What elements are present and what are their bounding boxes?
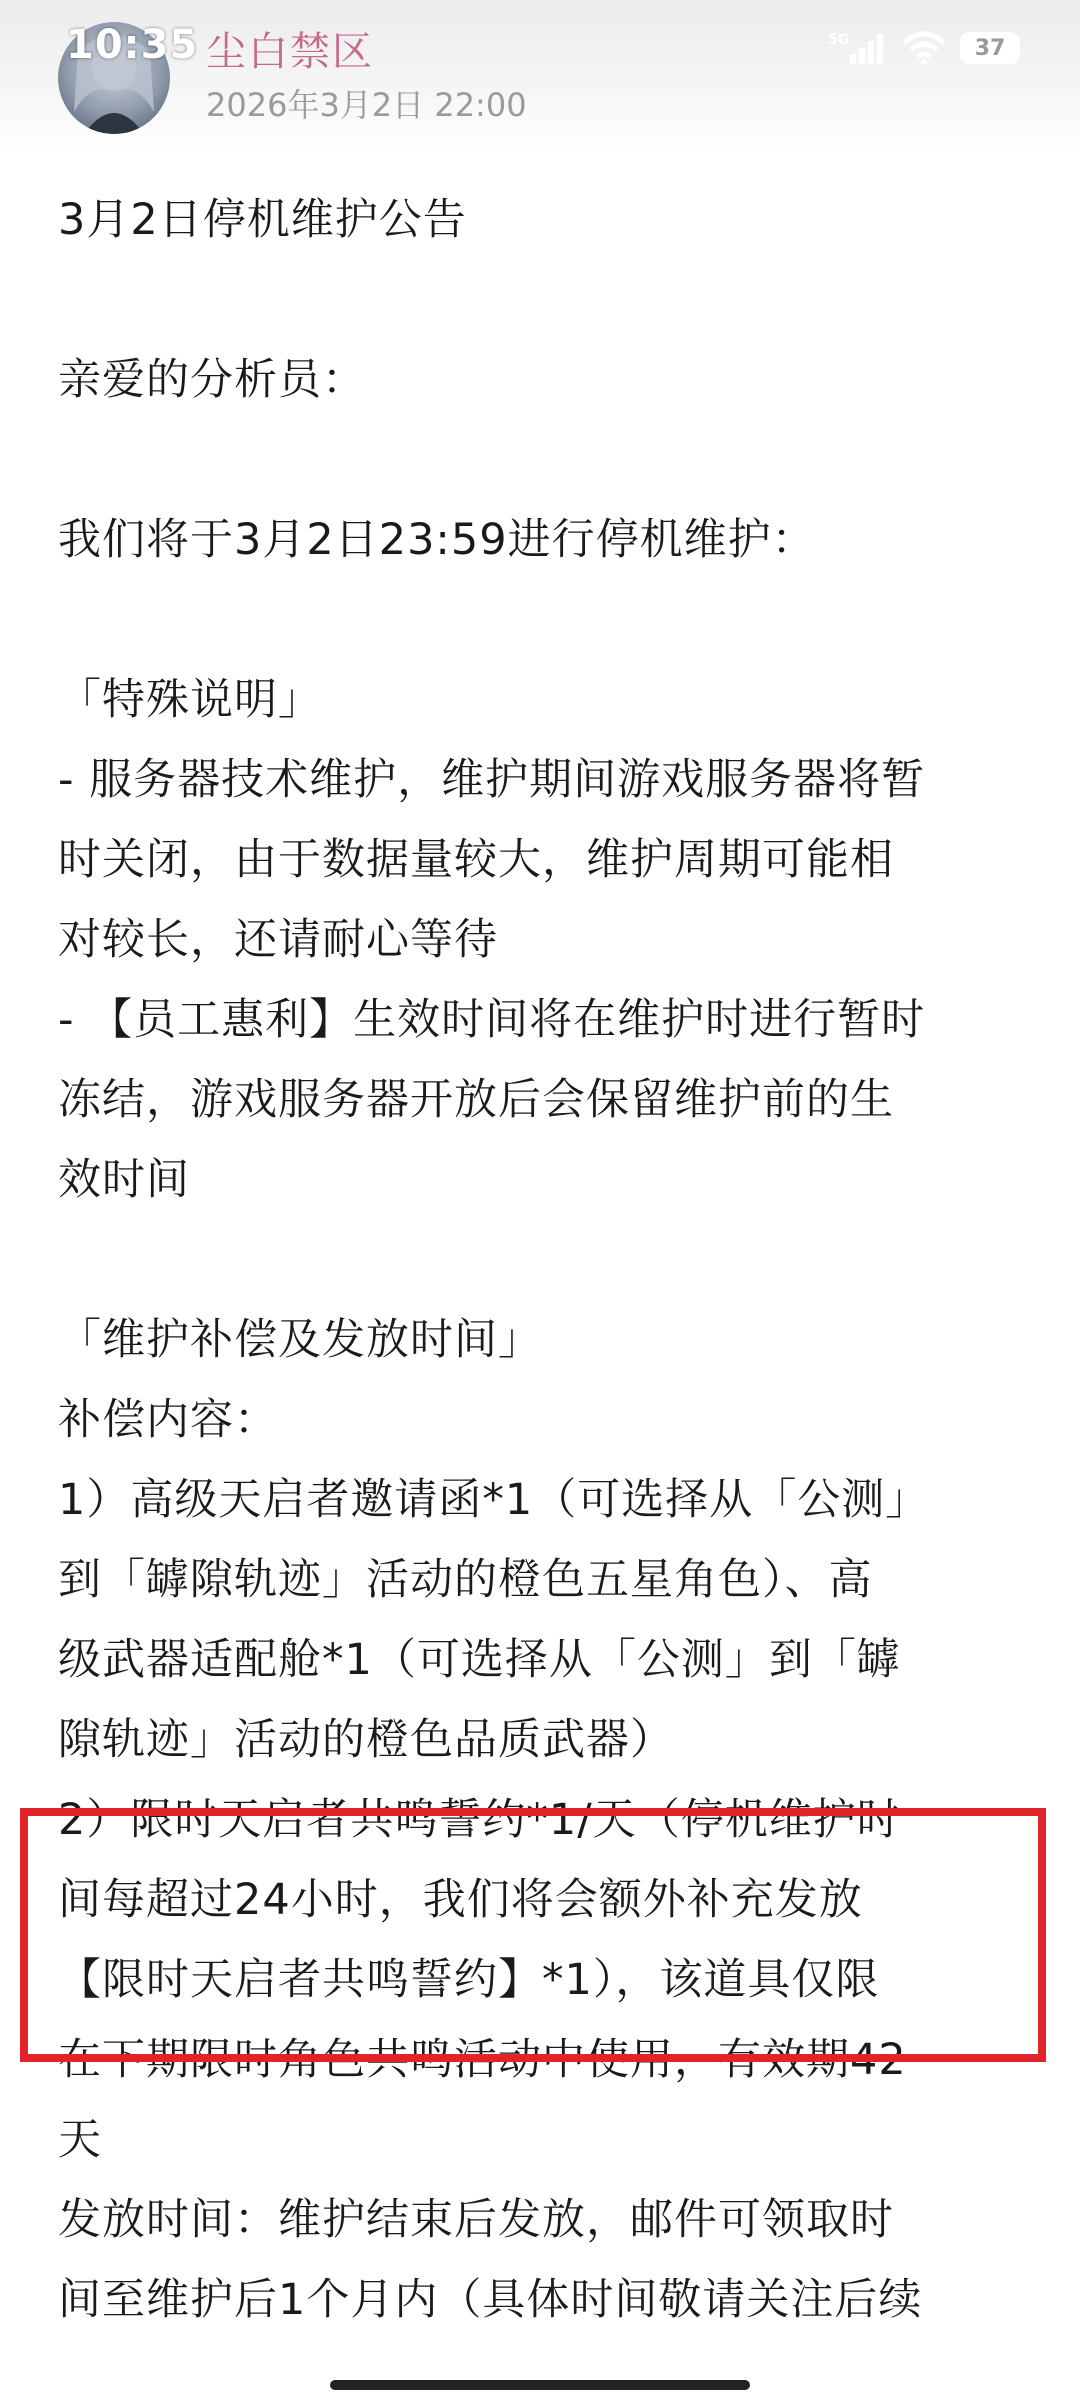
post-header	[0, 0, 1080, 150]
battery-icon: 37	[960, 32, 1020, 64]
special-notes-heading: 「特殊说明」	[58, 675, 322, 725]
status-bar-icons	[828, 30, 1020, 66]
wifi-icon	[902, 31, 946, 65]
announcement-title: 3月2日停机维护公告	[58, 195, 467, 245]
release-time-text: 发放时间：维护结束后发放，邮件可领取时 间至维护后1个月内（具体时间敬请关注后续	[58, 2195, 923, 2325]
gesture-navigation-bar[interactable]	[330, 2380, 750, 2390]
compensation-item: 1）高级天启者邀请函*1（可选择从「公测」 到「罅隙轨迹」活动的橙色五星角色）、高 级武器适配舱*1（可选择从「公测」到「罅 隙轨迹」活动的橙色品质武器）	[58, 1475, 930, 1765]
author-name[interactable]: 尘白禁区	[206, 29, 374, 75]
special-note-item: - 【员工惠利】生效时间将在维护时进行暂时 冻结，游戏服务器开放后会保留维护前的生 效时间	[58, 995, 926, 1205]
greeting-text: 亲爱的分析员：	[58, 355, 366, 405]
status-bar-time: 10:35	[66, 22, 199, 68]
special-note-item: - 服务器技术维护，维护期间游戏服务器将暂 时关闭，由于数据量较大，维护周期可能相 对较长，还请耐心等待	[58, 755, 926, 965]
intro-text: 我们将于3月2日23:59进行停机维护：	[58, 515, 816, 565]
signal-5g-icon	[828, 30, 888, 66]
compensation-label: 补偿内容：	[58, 1395, 278, 1445]
post-timestamp: 2026年3月2日 22:00	[206, 86, 527, 124]
highlight-annotation-box	[20, 1808, 1046, 2062]
compensation-item-highlighted: 2）限时天启者共鸣誓约*1/天（停机维护时 间每超过24小时，我们将会额外补充发放 【限时天启者共鸣誓约】*1），该道具仅限 在下期限时角色共鸣活动中使用，有效期42 天	[58, 1795, 907, 2165]
network-label: 5G	[828, 32, 850, 48]
compensation-section-heading: 「维护补偿及发放时间」	[58, 1315, 542, 1365]
